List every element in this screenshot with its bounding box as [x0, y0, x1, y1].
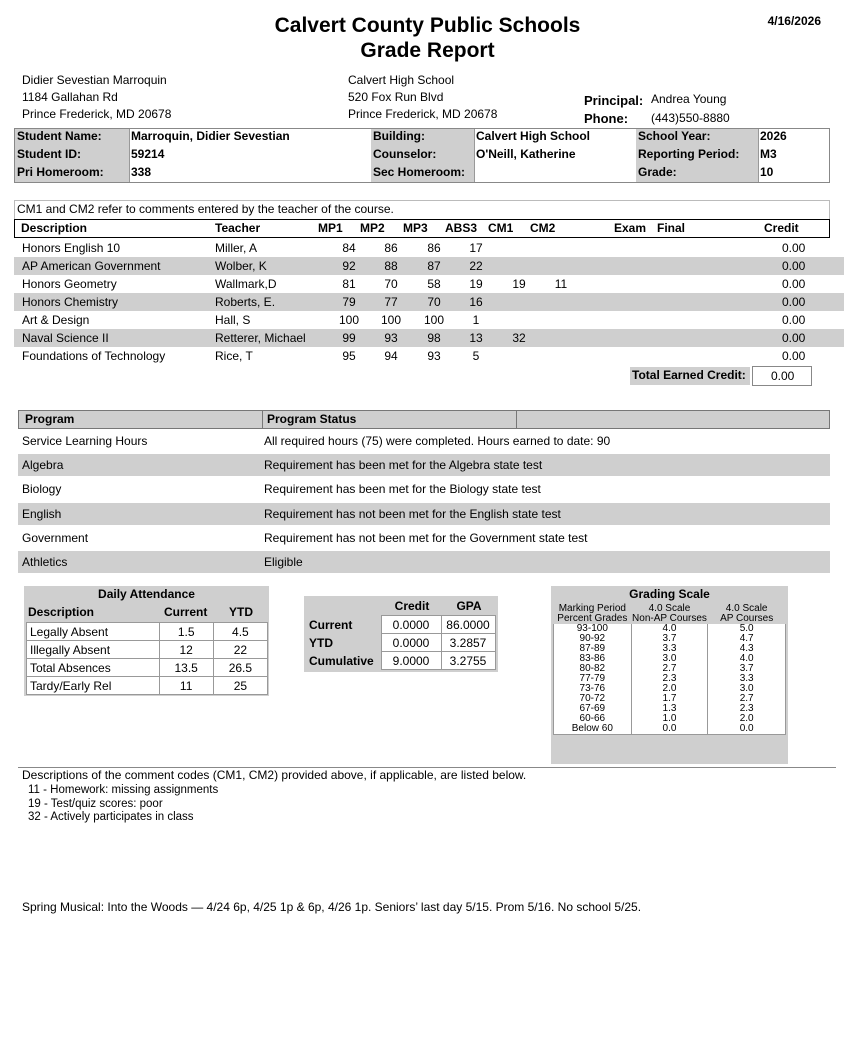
program-row — [18, 551, 830, 573]
gpa-label: YTD — [305, 634, 381, 652]
course-credit: 0.00 — [782, 295, 806, 309]
program-row — [18, 503, 830, 525]
program-status: Requirement has not been met for the Government state test — [264, 530, 588, 545]
course-mp3: 86 — [427, 241, 441, 255]
gpa-col-gpa: GPA — [456, 599, 482, 613]
course-description: Naval Science II — [22, 331, 109, 345]
address-line: Prince Frederick, MD 20678 — [22, 107, 172, 121]
grades-header — [14, 219, 830, 238]
address-line: 1184 Gallahan Rd — [22, 90, 118, 104]
course-teacher: Wolber, K — [215, 259, 267, 273]
course-abs3: 22 — [469, 259, 483, 273]
address-line: Calvert High School — [348, 73, 455, 87]
grading-scale-ap: 5.0 — [708, 624, 786, 634]
course-mp1: 95 — [342, 349, 356, 363]
student-id-label: Student ID: — [17, 147, 81, 161]
student-address — [22, 72, 171, 123]
program-row — [18, 527, 830, 549]
course-description: Art & Design — [22, 313, 90, 327]
program-name: Government — [22, 530, 89, 545]
course-mp3: 70 — [427, 295, 441, 309]
attendance-row — [27, 659, 268, 677]
attendance-description: Illegally Absent — [27, 641, 160, 659]
grading-scale-nonap: 3.0 — [631, 654, 708, 664]
building: Calvert High School — [476, 129, 591, 143]
course-row — [14, 239, 844, 257]
course-abs3: 1 — [472, 313, 480, 327]
attendance-ytd: 26.5 — [213, 659, 267, 677]
col-description: Description — [21, 221, 88, 235]
gs-head-range: Marking Period Percent Grades — [557, 603, 628, 624]
principal-label: Principal: — [584, 93, 644, 108]
program-status: Requirement has not been met for the English state test — [264, 506, 561, 521]
attendance-current: 13.5 — [159, 659, 213, 677]
grading-scale-nonap: 1.7 — [631, 694, 708, 704]
attendance-current: 11 — [159, 677, 213, 695]
grading-scale-range: 60-66 — [554, 714, 632, 724]
course-mp2: 93 — [384, 331, 398, 345]
col-teacher: Teacher — [215, 221, 261, 235]
course-mp3: 100 — [423, 313, 445, 327]
comments-list — [28, 784, 218, 825]
report-date: 4/16/2026 — [767, 14, 821, 28]
gpa-gpa: 86.0000 — [441, 616, 495, 634]
grading-scale-row — [554, 724, 786, 735]
course-row — [14, 275, 844, 293]
course-teacher: Roberts, E. — [215, 295, 276, 309]
grading-scale-table — [553, 604, 786, 735]
attendance-ytd: 22 — [213, 641, 267, 659]
course-mp1: 81 — [342, 277, 356, 291]
col-abs3: ABS3 — [445, 221, 478, 235]
phone-number: (443)550-8880 — [651, 111, 730, 125]
grading-scale-ap: 3.3 — [708, 674, 786, 684]
att-col-description: Description — [28, 605, 95, 619]
course-abs3: 19 — [469, 277, 483, 291]
att-col-ytd: YTD — [229, 605, 253, 619]
col-mp2: MP2 — [360, 221, 385, 235]
course-mp2: 86 — [384, 241, 398, 255]
course-teacher: Rice, T — [215, 349, 253, 363]
report-title: Calvert County Public Schools — [274, 14, 581, 37]
gpa-label: Current — [305, 616, 381, 634]
student-name: Marroquin, Didier Sevestian — [131, 129, 290, 143]
course-credit: 0.00 — [782, 331, 806, 345]
attendance-description: Legally Absent — [27, 623, 160, 641]
col-program-status: Program Status — [267, 412, 357, 426]
attendance-row — [27, 677, 268, 695]
program-name: Biology — [22, 482, 62, 497]
course-abs3: 13 — [469, 331, 483, 345]
col-mp3: MP3 — [403, 221, 428, 235]
course-credit: 0.00 — [782, 313, 806, 327]
attendance-ytd: 25 — [213, 677, 267, 695]
gpa-row — [305, 634, 495, 652]
course-mp2: 70 — [384, 277, 398, 291]
gpa-label: Cumulative — [305, 652, 381, 670]
gpa-credit: 9.0000 — [381, 652, 441, 670]
grading-scale-nonap: 0.0 — [631, 724, 708, 735]
grading-scale-nonap: 1.3 — [631, 704, 708, 714]
col-cm1: CM1 — [488, 221, 514, 235]
course-abs3: 17 — [469, 241, 483, 255]
gpa-row — [305, 652, 495, 670]
course-description: AP American Government — [22, 259, 161, 273]
student-info-box — [14, 128, 830, 183]
gs-head-ap: 4.0 Scale AP Courses — [720, 603, 774, 624]
student-id: 59214 — [131, 147, 165, 161]
grading-scale-ap: 2.3 — [708, 704, 786, 714]
course-abs3: 16 — [469, 295, 483, 309]
course-mp3: 98 — [427, 331, 441, 345]
reporting-period-label: Reporting Period: — [638, 147, 740, 161]
course-mp1: 79 — [342, 295, 356, 309]
att-col-current: Current — [164, 605, 208, 619]
grading-scale-title: Grading Scale — [629, 587, 710, 601]
attendance-title: Daily Attendance — [98, 587, 195, 601]
grading-scale-nonap: 3.7 — [631, 634, 708, 644]
course-row — [14, 311, 844, 329]
principal-name: Andrea Young — [651, 92, 727, 106]
gs-head-nonap: 4.0 Scale Non-AP Courses — [632, 603, 707, 624]
grading-scale-nonap: 2.0 — [631, 684, 708, 694]
course-row — [14, 329, 844, 347]
grading-scale-range: 87-89 — [554, 644, 632, 654]
grading-scale-range: 83-86 — [554, 654, 632, 664]
attendance-current: 12 — [159, 641, 213, 659]
grading-scale-ap: 4.0 — [708, 654, 786, 664]
pri-homeroom: 338 — [131, 165, 152, 179]
program-name: Service Learning Hours — [22, 434, 148, 448]
grade-label: Grade: — [638, 165, 677, 179]
grading-scale-nonap: 2.7 — [631, 664, 708, 674]
course-teacher: Hall, S — [215, 313, 251, 327]
attendance-row — [27, 623, 268, 641]
course-teacher: Wallmark,D — [215, 277, 277, 291]
pri-homeroom-label: Pri Homeroom: — [17, 165, 104, 179]
program-row — [18, 478, 830, 500]
gpa-gpa: 3.2755 — [441, 652, 495, 670]
school-year-label: School Year: — [638, 129, 711, 143]
course-mp3: 87 — [427, 259, 441, 273]
course-teacher: Miller, A — [215, 241, 258, 255]
program-row — [18, 430, 830, 452]
total-credit-label: Total Earned Credit: — [632, 368, 746, 382]
course-credit: 0.00 — [782, 241, 806, 255]
gpa-credit: 0.0000 — [381, 634, 441, 652]
grading-scale-nonap: 1.0 — [631, 714, 708, 724]
program-row — [18, 454, 830, 476]
course-credit: 0.00 — [782, 259, 806, 273]
course-cm1: 32 — [512, 331, 526, 345]
grading-scale-range: 73-76 — [554, 684, 632, 694]
address-line: 520 Fox Run Blvd — [348, 90, 444, 104]
address-line: Prince Frederick, MD 20678 — [348, 107, 498, 121]
grade: 10 — [760, 165, 774, 179]
comments-title: Descriptions of the comment codes (CM1, CM2) provided above, if applicable, are listed below. — [22, 768, 527, 782]
attendance-current: 1.5 — [159, 623, 213, 641]
program-status: All required hours (75) were completed. Hours earned to date: 90 — [264, 434, 611, 448]
grading-scale-range: 93-100 — [554, 624, 632, 634]
program-status: Requirement has been met for the Algebra state test — [264, 458, 543, 473]
grading-scale-range: 67-69 — [554, 704, 632, 714]
course-credit: 0.00 — [782, 349, 806, 363]
course-mp2: 77 — [384, 295, 398, 309]
reporting-period: M3 — [760, 147, 777, 161]
course-cm2: 11 — [554, 277, 568, 291]
course-row — [14, 347, 844, 365]
attendance-row — [27, 641, 268, 659]
building-label: Building: — [373, 129, 425, 143]
col-mp1: MP1 — [318, 221, 343, 235]
course-mp1: 100 — [338, 313, 360, 327]
course-mp1: 92 — [342, 259, 356, 273]
program-name: English — [22, 506, 62, 521]
grading-scale-ap: 2.7 — [708, 694, 786, 704]
course-description: Honors Geometry — [22, 277, 117, 291]
address-line: Didier Sevestian Marroquin — [22, 73, 167, 87]
course-mp2: 94 — [384, 349, 398, 363]
grading-scale-ap: 4.3 — [708, 644, 786, 654]
grading-scale-ap: 0.0 — [708, 724, 786, 735]
grading-scale-nonap: 4.0 — [631, 624, 708, 634]
attendance-ytd: 4.5 — [213, 623, 267, 641]
report-subtitle: Grade Report — [360, 39, 495, 62]
grading-scale-ap: 2.0 — [708, 714, 786, 724]
course-mp3: 93 — [427, 349, 441, 363]
gpa-row — [305, 616, 495, 634]
phone-label: Phone: — [584, 111, 629, 126]
grading-scale-nonap: 2.3 — [631, 674, 708, 684]
comment-item: 32 - Actively participates in class — [28, 811, 194, 823]
total-credit-value: 0.00 — [752, 366, 812, 386]
comment-item: 11 - Homework: missing assignments — [28, 784, 219, 796]
course-abs3: 5 — [472, 349, 480, 363]
attendance-table — [26, 622, 268, 695]
grading-scale-range: 80-82 — [554, 664, 632, 674]
grading-scale-range: 77-79 — [554, 674, 632, 684]
grading-scale-ap: 3.7 — [708, 664, 786, 674]
comment-item: 19 - Test/quiz scores: poor — [28, 797, 163, 810]
col-cm2: CM2 — [530, 221, 556, 235]
col-program: Program — [25, 412, 75, 426]
counselor: O'Neill, Katherine — [476, 147, 576, 161]
col-exam: Exam — [614, 221, 647, 235]
program-status: Requirement has been met for the Biology state test — [264, 482, 541, 497]
course-mp2: 100 — [380, 313, 402, 327]
gpa-credit: 0.0000 — [381, 616, 441, 634]
grading-scale-range: 70-72 — [554, 694, 632, 704]
col-credit: Credit — [764, 221, 799, 235]
course-mp1: 99 — [342, 331, 356, 345]
course-row — [14, 257, 844, 275]
grading-scale-nonap: 3.3 — [631, 644, 708, 654]
sec-homeroom-label: Sec Homeroom: — [373, 165, 466, 179]
course-mp1: 84 — [342, 241, 356, 255]
school-address — [348, 72, 497, 123]
course-description: Foundations of Technology — [22, 349, 166, 363]
counselor-label: Counselor: — [373, 147, 437, 161]
footer-note: Spring Musical: Into the Woods — 4/24 6p, 4/25 1p & 6p, 4/26 1p. Seniors’ last day 5/15. Prom 5/16. No school 5/25. — [22, 900, 642, 914]
course-credit: 0.00 — [782, 277, 806, 291]
gpa-col-credit: Credit — [394, 599, 430, 613]
course-row — [14, 293, 844, 311]
course-description: Honors Chemistry — [22, 295, 119, 309]
course-mp2: 88 — [384, 259, 398, 273]
program-name: Algebra — [22, 458, 64, 473]
program-name: Athletics — [22, 555, 68, 569]
attendance-description: Total Absences — [27, 659, 160, 677]
course-description: Honors English 10 — [22, 241, 121, 255]
student-name-label: Student Name: — [17, 129, 102, 143]
course-mp3: 58 — [427, 277, 441, 291]
grading-scale-range: 90-92 — [554, 634, 632, 644]
grading-scale-ap: 3.0 — [708, 684, 786, 694]
program-status: Eligible — [264, 555, 303, 569]
course-teacher: Retterer, Michael — [215, 331, 306, 345]
grading-scale-range: Below 60 — [554, 724, 632, 735]
gpa-table — [305, 615, 496, 670]
col-final: Final — [657, 221, 686, 235]
course-cm1: 19 — [512, 277, 526, 291]
grading-scale-ap: 4.7 — [708, 634, 786, 644]
grades-note: CM1 and CM2 refer to comments entered by the teacher of the course. — [14, 200, 830, 219]
school-year: 2026 — [760, 129, 787, 143]
attendance-description: Tardy/Early Rel — [27, 677, 160, 695]
program-header — [18, 410, 830, 429]
gpa-gpa: 3.2857 — [441, 634, 495, 652]
